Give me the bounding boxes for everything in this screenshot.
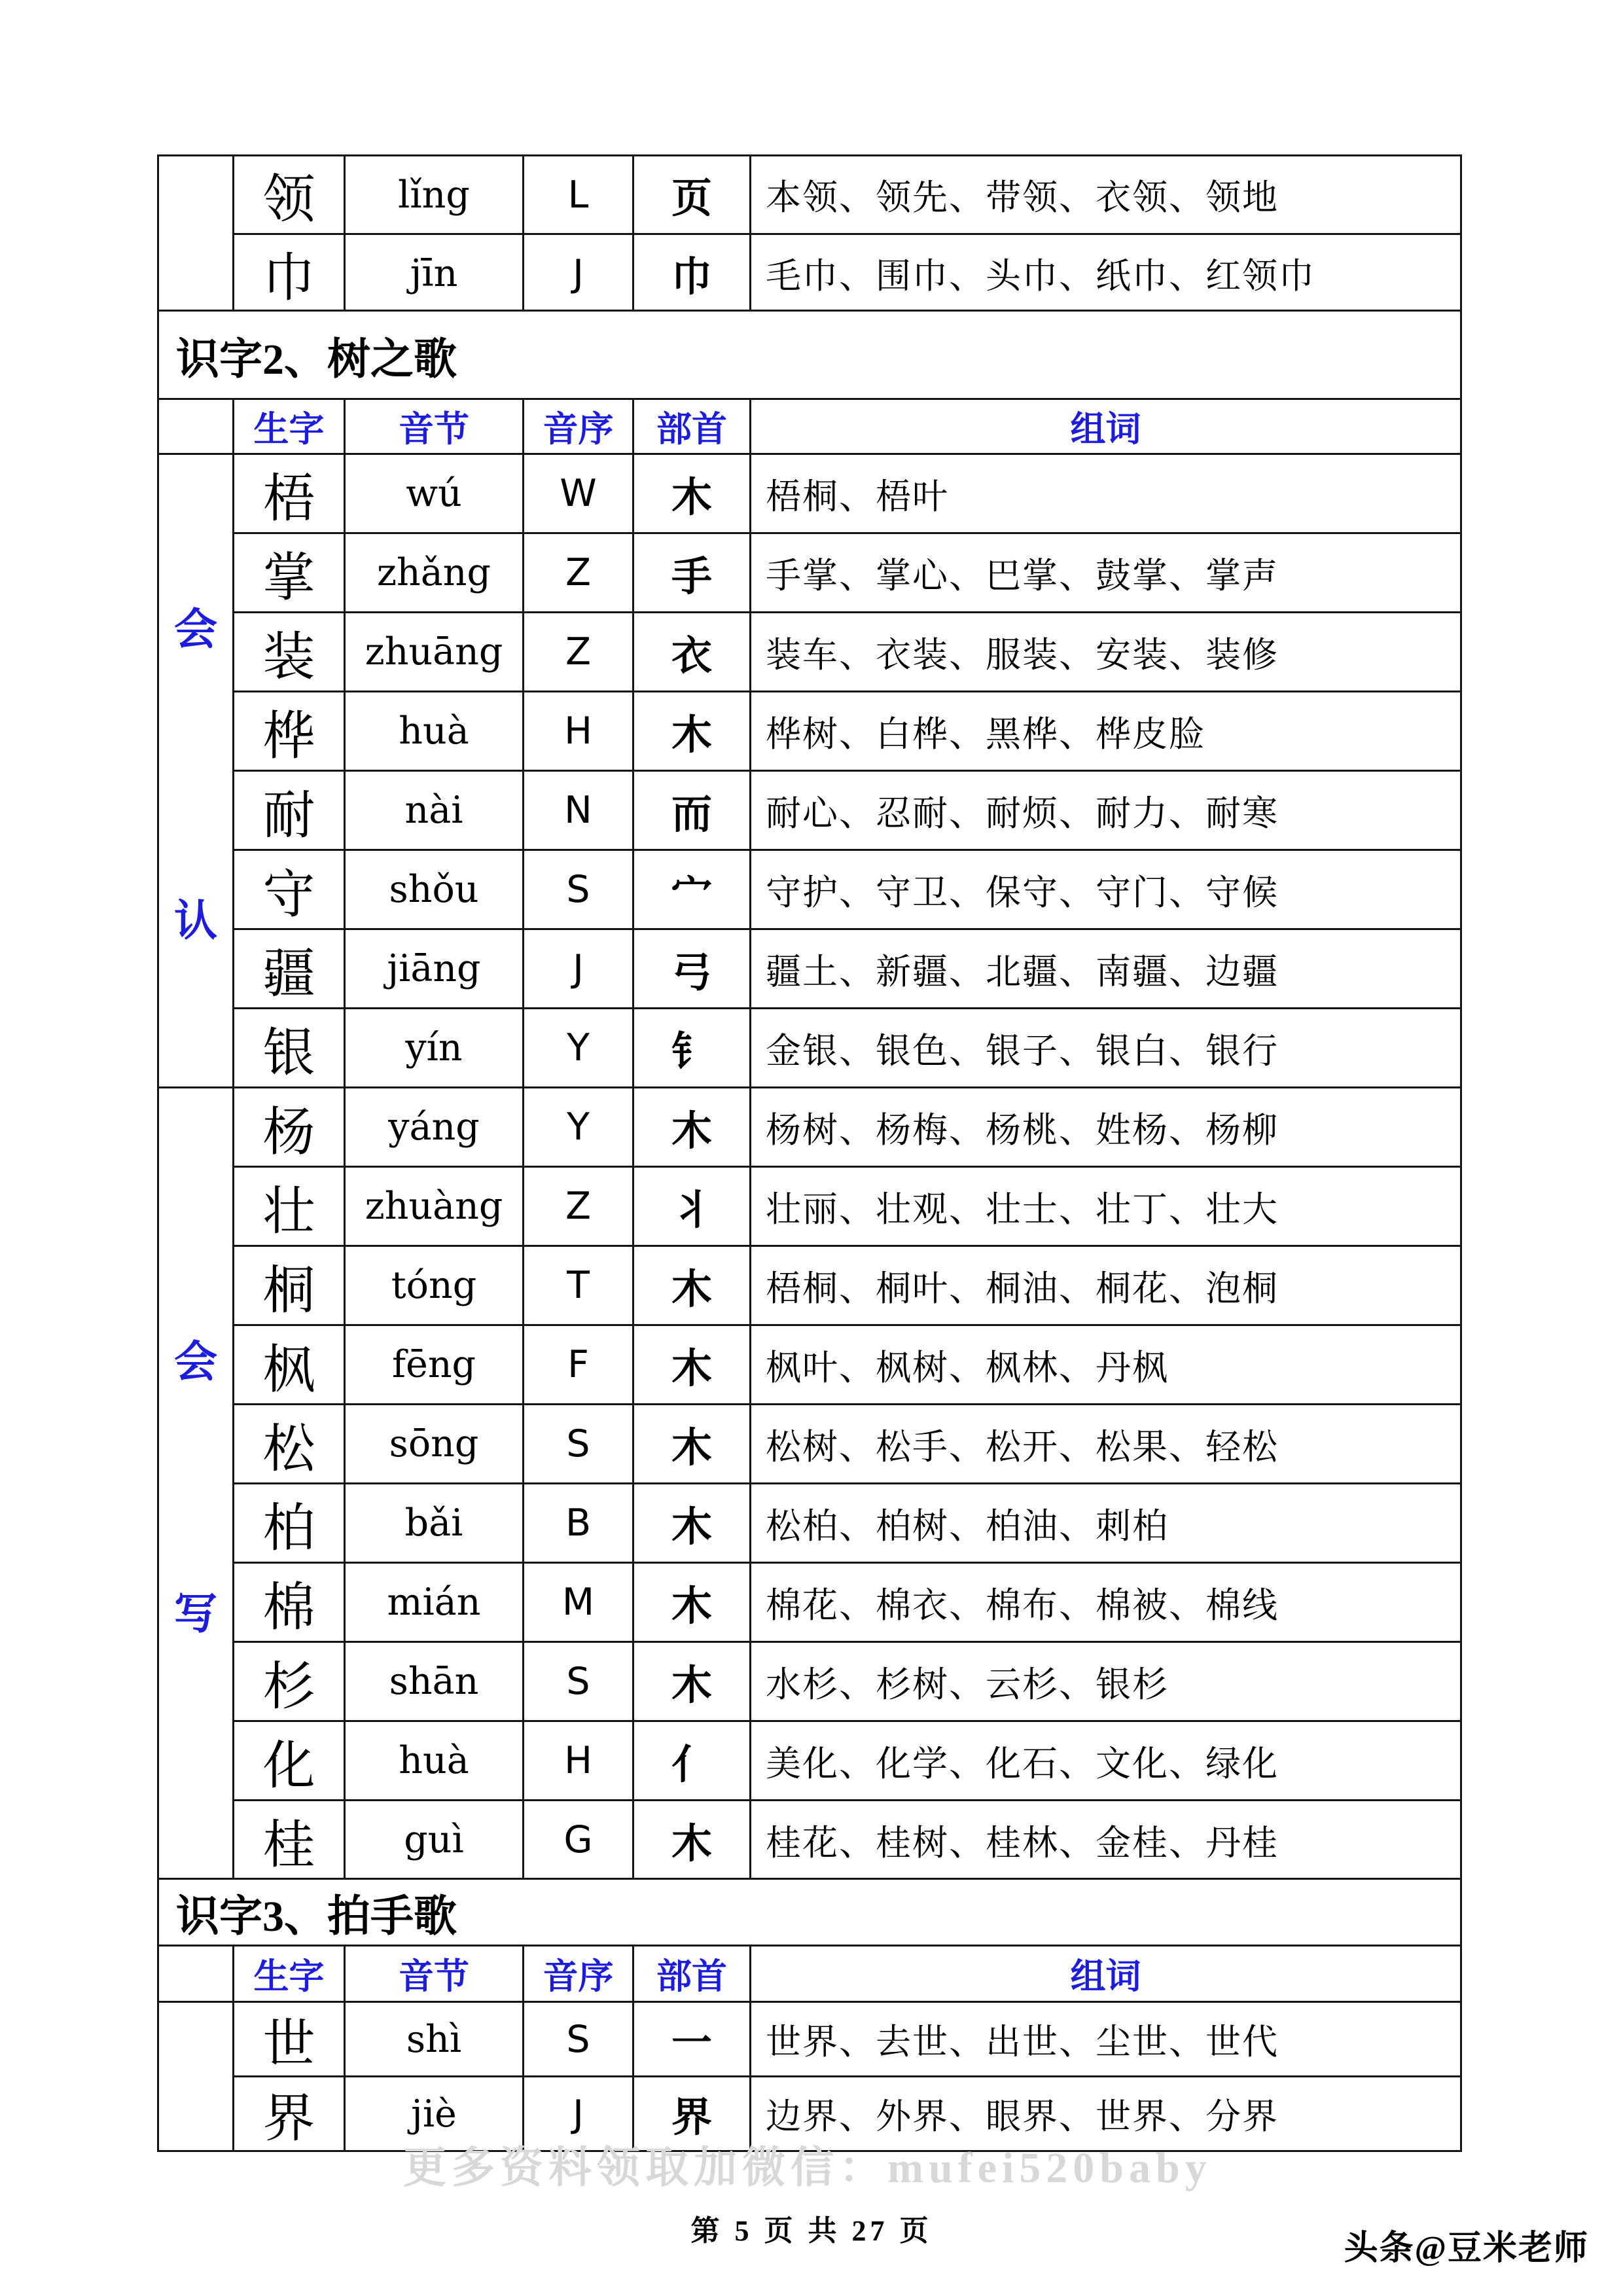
words-cell: 桦树、白桦、黑桦、桦皮脸 — [751, 692, 1462, 772]
hanzi-cell: 疆 — [234, 930, 346, 1009]
alpha-index-cell: N — [524, 772, 634, 851]
section-title: 识字3、拍手歌 — [176, 1893, 457, 1941]
hanzi-cell: 界 — [234, 2077, 346, 2152]
group-label-cell — [159, 455, 234, 1088]
section-band-shizi3 — [157, 1878, 1462, 1946]
alpha-index-cell: T — [524, 1247, 634, 1326]
author-credit: 头条@豆米老师 — [1344, 2230, 1589, 2267]
column-header-hanzi: 生字 — [234, 1946, 346, 2003]
radical-cell: 一 — [634, 2003, 751, 2077]
column-header-words: 组词 — [751, 400, 1462, 455]
alpha-index-cell: J — [524, 235, 634, 314]
alpha-index-cell: Y — [524, 1009, 634, 1088]
pinyin-cell: zhuàng — [346, 1168, 524, 1247]
radical-cell: 木 — [634, 1801, 751, 1880]
hanzi-cell: 装 — [234, 613, 346, 692]
pinyin-cell: jiāng — [346, 930, 524, 1009]
group-label: 认 — [174, 897, 217, 945]
hanzi-cell: 柏 — [234, 1484, 346, 1564]
hanzi-cell: 掌 — [234, 534, 346, 613]
header-corner-cell — [159, 1946, 234, 2003]
group-label-cell — [159, 2003, 234, 2152]
words-cell: 杨树、杨梅、杨桃、姓杨、杨柳 — [751, 1088, 1462, 1168]
words-cell: 桂花、桂树、桂林、金桂、丹桂 — [751, 1801, 1462, 1880]
pinyin-cell: fēng — [346, 1326, 524, 1405]
radical-cell: 木 — [634, 1564, 751, 1643]
pinyin-cell: yín — [346, 1009, 524, 1088]
words-cell: 美化、化学、化石、文化、绿化 — [751, 1722, 1462, 1801]
words-cell: 耐心、忍耐、耐烦、耐力、耐寒 — [751, 772, 1462, 851]
words-cell: 梧桐、桐叶、桐油、桐花、泡桐 — [751, 1247, 1462, 1326]
radical-cell: 界 — [634, 2077, 751, 2152]
pinyin-cell: wú — [346, 455, 524, 534]
alpha-index-cell: J — [524, 930, 634, 1009]
group-label: 写 — [174, 1590, 217, 1638]
words-cell: 世界、去世、出世、尘世、世代 — [751, 2003, 1462, 2077]
hanzi-cell: 杨 — [234, 1088, 346, 1168]
pinyin-cell: zhuāng — [346, 613, 524, 692]
hanzi-cell: 枫 — [234, 1326, 346, 1405]
words-cell: 松树、松手、松开、松果、轻松 — [751, 1405, 1462, 1484]
radical-cell: 巾 — [634, 235, 751, 314]
alpha-index-cell: F — [524, 1326, 634, 1405]
pinyin-cell: zhǎng — [346, 534, 524, 613]
alpha-index-cell: W — [524, 455, 634, 534]
hanzi-cell: 守 — [234, 851, 346, 930]
alpha-index-cell: S — [524, 2003, 634, 2077]
hanzi-cell: 桂 — [234, 1801, 346, 1880]
pinyin-cell: shān — [346, 1643, 524, 1722]
radical-cell: 木 — [634, 1088, 751, 1168]
top-vocab-table — [157, 154, 1462, 314]
hanzi-cell: 壮 — [234, 1168, 346, 1247]
radical-cell: 木 — [634, 692, 751, 772]
pinyin-cell: shì — [346, 2003, 524, 2077]
alpha-index-cell: S — [524, 1405, 634, 1484]
pinyin-cell: lǐng — [346, 156, 524, 235]
words-cell: 枫叶、枫树、枫林、丹枫 — [751, 1326, 1462, 1405]
alpha-index-cell: J — [524, 2077, 634, 2152]
radical-cell: 丬 — [634, 1168, 751, 1247]
words-cell: 手掌、掌心、巴掌、鼓掌、掌声 — [751, 534, 1462, 613]
alpha-index-cell: H — [524, 1722, 634, 1801]
section-band-shizi2 — [157, 310, 1462, 400]
alpha-index-cell: Y — [524, 1088, 634, 1168]
words-cell: 边界、外界、眼界、世界、分界 — [751, 2077, 1462, 2152]
radical-cell: 木 — [634, 455, 751, 534]
pinyin-cell: jīn — [346, 235, 524, 314]
header-corner-cell — [159, 400, 234, 455]
pinyin-cell: mián — [346, 1564, 524, 1643]
group-label-cell — [159, 156, 234, 314]
group-label-cell — [159, 1088, 234, 1880]
words-cell: 梧桐、梧叶 — [751, 455, 1462, 534]
pinyin-cell: yáng — [346, 1088, 524, 1168]
pinyin-cell: jiè — [346, 2077, 524, 2152]
column-header-hanzi: 生字 — [234, 400, 346, 455]
column-header-pinyin: 音节 — [346, 400, 524, 455]
radical-cell: 弓 — [634, 930, 751, 1009]
radical-cell: 木 — [634, 1405, 751, 1484]
words-cell: 疆土、新疆、北疆、南疆、边疆 — [751, 930, 1462, 1009]
radical-cell: 衣 — [634, 613, 751, 692]
words-cell: 棉花、棉衣、棉布、棉被、棉线 — [751, 1564, 1462, 1643]
hanzi-cell: 桦 — [234, 692, 346, 772]
alpha-index-cell: B — [524, 1484, 634, 1564]
radical-cell: 手 — [634, 534, 751, 613]
pinyin-cell: sōng — [346, 1405, 524, 1484]
hanzi-cell: 梧 — [234, 455, 346, 534]
pinyin-cell: huà — [346, 692, 524, 772]
words-cell: 松柏、柏树、柏油、刺柏 — [751, 1484, 1462, 1564]
radical-cell: 钅 — [634, 1009, 751, 1088]
radical-cell: 木 — [634, 1326, 751, 1405]
shizi2-vocab-table — [157, 398, 1462, 1880]
alpha-index-cell: S — [524, 1643, 634, 1722]
pinyin-cell: guì — [346, 1801, 524, 1880]
radical-cell: 亻 — [634, 1722, 751, 1801]
words-cell: 毛巾、围巾、头巾、纸巾、红领巾 — [751, 235, 1462, 314]
watermark-text: 更多资料领取加微信：mufei520baby — [403, 2144, 1212, 2192]
words-cell: 装车、衣装、服装、安装、装修 — [751, 613, 1462, 692]
column-header-alpha: 音序 — [524, 400, 634, 455]
hanzi-cell: 化 — [234, 1722, 346, 1801]
hanzi-cell: 松 — [234, 1405, 346, 1484]
column-header-pinyin: 音节 — [346, 1946, 524, 2003]
radical-cell: 宀 — [634, 851, 751, 930]
hanzi-cell: 世 — [234, 2003, 346, 2077]
alpha-index-cell: L — [524, 156, 634, 235]
pinyin-cell: huà — [346, 1722, 524, 1801]
hanzi-cell: 银 — [234, 1009, 346, 1088]
alpha-index-cell: S — [524, 851, 634, 930]
hanzi-cell: 杉 — [234, 1643, 346, 1722]
words-cell: 守护、守卫、保守、守门、守候 — [751, 851, 1462, 930]
hanzi-cell: 棉 — [234, 1564, 346, 1643]
words-cell: 水杉、杉树、云杉、银杉 — [751, 1643, 1462, 1722]
radical-cell: 而 — [634, 772, 751, 851]
radical-cell: 木 — [634, 1484, 751, 1564]
shizi3-vocab-table — [157, 1945, 1462, 2152]
alpha-index-cell: G — [524, 1801, 634, 1880]
pinyin-cell: bǎi — [346, 1484, 524, 1564]
alpha-index-cell: Z — [524, 613, 634, 692]
group-label: 会 — [174, 1338, 217, 1386]
hanzi-cell: 桐 — [234, 1247, 346, 1326]
column-header-radical: 部首 — [634, 1946, 751, 2003]
words-cell: 金银、银色、银子、银白、银行 — [751, 1009, 1462, 1088]
alpha-index-cell: M — [524, 1564, 634, 1643]
section-title: 识字2、树之歌 — [176, 335, 457, 384]
alpha-index-cell: Z — [524, 534, 634, 613]
words-cell: 本领、领先、带领、衣领、领地 — [751, 156, 1462, 235]
hanzi-cell: 领 — [234, 156, 346, 235]
group-label: 会 — [174, 605, 217, 654]
alpha-index-cell: H — [524, 692, 634, 772]
words-cell: 壮丽、壮观、壮士、壮丁、壮大 — [751, 1168, 1462, 1247]
radical-cell: 木 — [634, 1643, 751, 1722]
footer-page-number: 第 5 页 共 27 页 — [690, 2215, 933, 2247]
column-header-words: 组词 — [751, 1946, 1462, 2003]
hanzi-cell: 耐 — [234, 772, 346, 851]
alpha-index-cell: Z — [524, 1168, 634, 1247]
pinyin-cell: shǒu — [346, 851, 524, 930]
pinyin-cell: tóng — [346, 1247, 524, 1326]
hanzi-cell: 巾 — [234, 235, 346, 314]
radical-cell: 木 — [634, 1247, 751, 1326]
radical-cell: 页 — [634, 156, 751, 235]
column-header-radical: 部首 — [634, 400, 751, 455]
pinyin-cell: nài — [346, 772, 524, 851]
column-header-alpha: 音序 — [524, 1946, 634, 2003]
